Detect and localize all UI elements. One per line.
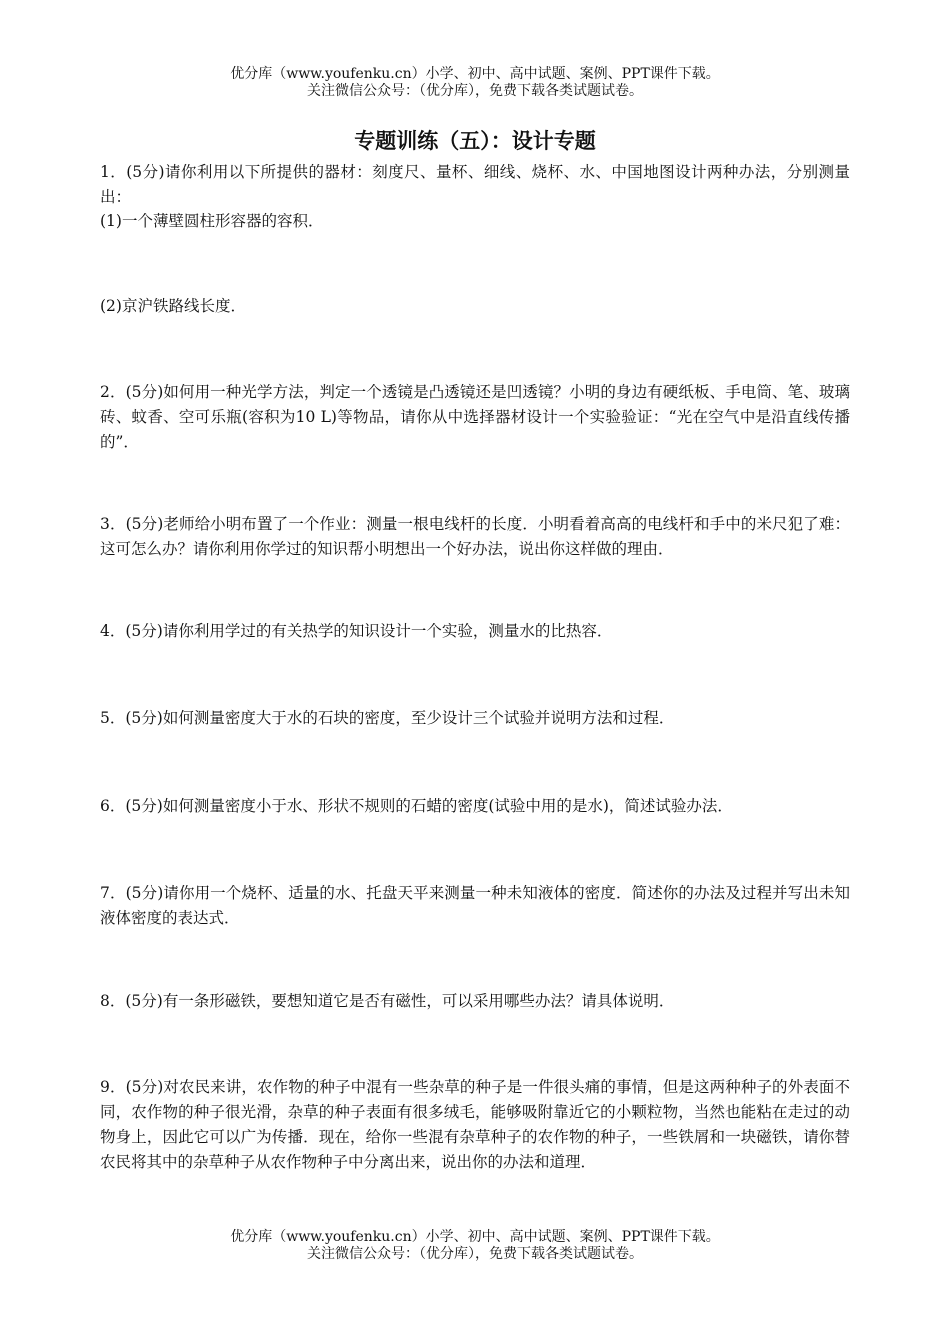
footer-line-2: 关注微信公众号：（优分库），免费下载各类试题试卷。 [307, 1246, 643, 1262]
question-5: 5．(5分)如何测量密度大于水的石块的密度，至少设计三个试验并说明方法和过程． [100, 709, 675, 727]
question-8: 8．(5分)有一条形磁铁，要想知道它是否有磁性，可以采用哪些办法？请具体说明． [100, 992, 675, 1010]
question-1-part-1: (1)一个薄壁圆柱形容器的容积． [100, 212, 324, 230]
question-6: 6．(5分)如何测量密度小于水、形状不规则的石蜡的密度(试验中用的是水)，简述试验办法． [100, 797, 733, 815]
question-7: 7．(5分)请你用一个烧杯、适量的水、托盘天平来测量一种未知液体的密度．简述你的办法及过程并写出未知液体密度的表达式． [100, 884, 850, 927]
page-header [0, 66, 950, 100]
page-footer [0, 1229, 950, 1263]
question-4: 4．(5分)请你利用学过的有关热学的知识设计一个实验，测量水的比热容． [100, 622, 613, 640]
page-title: 专题训练（五）：设计专题 [354, 128, 596, 153]
header-line-2: 关注微信公众号：（优分库），免费下载各类试题试卷。 [307, 83, 643, 99]
question-9: 9．(5分)对农民来讲，农作物的种子中混有一些杂草的种子是一件很头痛的事情，但是这两种种子的外表面不同，农作物的种子很光滑，杂草的种子表面有很多绒毛，能够吸附靠近它的小颗粒物，当然也能粘在走过的动物身上，因此它可以广为传播．现在，给你一些混有杂草种子的农作物的种子，一些铁屑和一块磁铁，请你替农民将其中的杂草种子从农作物种子中分离出来，说出你的办法和道理． [100, 1078, 850, 1171]
question-3: 3．(5分)老师给小明布置了一个作业：测量一根电线杆的长度．小明看着高高的电线杆和手中的米尺犯了难：这可怎么办？请你利用你学过的知识帮小明想出一个好办法，说出你这样做的理由． [100, 515, 850, 558]
question-1: 1．(5分)请你利用以下所提供的器材：刻度尺、量杯、细线、烧杯、水、中国地图设计两种办法，分别测量出： [100, 163, 850, 206]
header-line-1: 优分库（www.youfenku.cn）小学、初中、高中试题、案例、PPT课件下载。 [230, 66, 720, 82]
question-2: 2．(5分)如何用一种光学方法，判定一个透镜是凸透镜还是凹透镜？小明的身边有硬纸板、手电筒、笔、玻璃砖、蚊香、空可乐瓶(容积为10 L)等物品，请你从中选择器材设计一个实验验证：“光在空气中是沿直线传播的”． [100, 383, 850, 451]
question-1-part-2: (2)京沪铁路线长度． [100, 297, 246, 315]
footer-line-1: 优分库（www.youfenku.cn）小学、初中、高中试题、案例、PPT课件下载。 [230, 1229, 720, 1245]
